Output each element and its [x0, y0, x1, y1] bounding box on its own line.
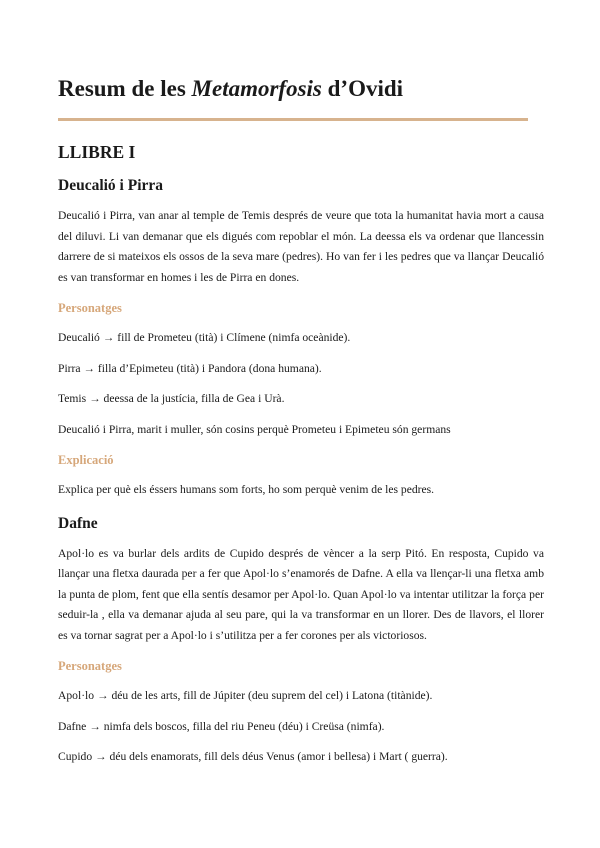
character-line: Deucalió i Pirra, marit i muller, són cosins perquè Prometeu i Epimeteu són germans	[58, 422, 451, 436]
title-prefix: Resum de les	[58, 76, 192, 101]
section-summary-dafne: Apol·lo es va burlar dels ardits de Cupido després de vèncer a la serp Pitó. En resposta, Cupido va llançar una fletxa daurada per a fer que Apol·lo s’enamorés de Dafne. A ella va llençar-li una fletxa amb la punta de plom, fent que ella sentís desamor per Apol·lo. Quan Apol·lo va intentar utilitzar la força per seduir-la , ella va demanar ajuda al seu pare, qui la va transformar en un llorer. Des de llavors, el llorer es va tornar sagrat per a Apol·lo i s’utilitza per a fer corones per als victoriosos.	[58, 546, 544, 642]
section-heading-deucalio: Deucalió i Pirra	[58, 177, 164, 194]
character-line: Dafne → nimfa dels boscos, filla del riu Peneu (déu) i Creüsa (nimfa).	[58, 719, 385, 733]
character-line: Pirra → filla d’Epimeteu (tità) i Pandora (dona humana).	[58, 361, 322, 375]
character-line: Temis → deessa de la justícia, filla de Gea i Urà.	[58, 392, 285, 405]
explanation-text: Explica per què els éssers humans som forts, ho som perquè venim de les pedres.	[58, 483, 435, 496]
character-line: Deucalió → fill de Prometeu (tità) i Clímene (nimfa oceànide).	[58, 331, 351, 344]
title-italic: Metamorfosis	[191, 76, 322, 101]
document-title	[58, 74, 544, 104]
character-line: Cupido → déu dels enamorats, fill dels déus Venus (amor i bellesa) i Mart ( guerra).	[58, 750, 448, 763]
characters-label-deucalio: Personatges	[58, 301, 122, 315]
title-divider	[58, 118, 528, 121]
title-suffix: d’Ovidi	[321, 76, 404, 101]
section-summary-deucalio: Deucalió i Pirra, van anar al temple de Temis després de veure que tota la humanitat havia mort a causa del diluvi. Li van demanar que els digués com repoblar el món. La deessa els va ordenar que llancessin darrere de si mateixos els ossos de la seva mare (pedres). Ho van fer i les pedres que va llançar Deucalió es van transformar en homes i les de Pirra en dones.	[58, 209, 544, 284]
character-line: Apol·lo → déu de les arts, fill de Júpiter (deu suprem del cel) i Latona (titànide).	[58, 689, 433, 702]
explanation-label: Explicació	[58, 453, 114, 467]
section-heading-dafne: Dafne	[58, 514, 98, 532]
book-heading: LLIBRE I	[58, 142, 136, 162]
characters-label-dafne: Personatges	[58, 659, 122, 673]
